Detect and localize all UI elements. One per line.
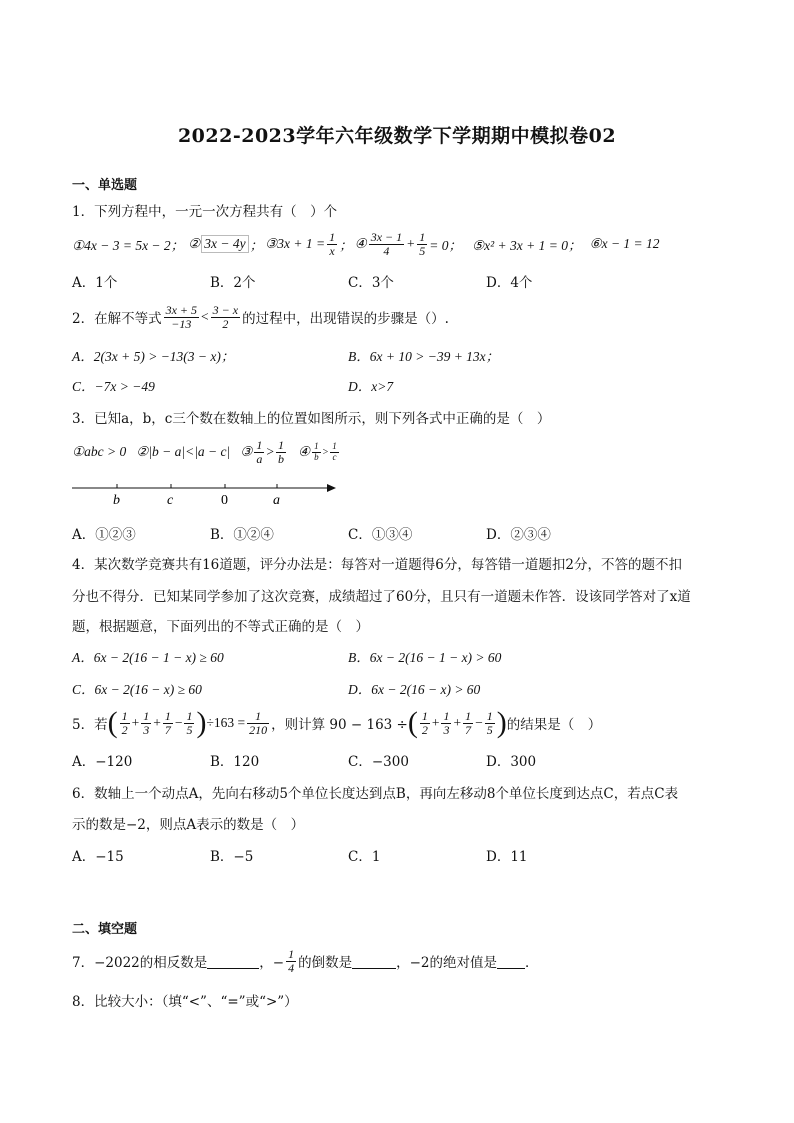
label-a: a: [273, 493, 280, 508]
label-c: c: [167, 493, 174, 508]
question-1-equations: [72, 228, 660, 260]
section-heading-single-choice: 一、单选题: [72, 178, 138, 193]
fraction-half: [120, 710, 130, 736]
fraction-denominator: 2: [121, 722, 128, 737]
question-3-statements: [72, 434, 341, 470]
plus-sign: +: [431, 715, 440, 730]
fraction-result: [247, 710, 269, 736]
equation-1: ①4x − 3 = 5x − 2；: [72, 238, 185, 253]
statement-1: ①abc > 0: [72, 444, 127, 459]
equation-2-marker: ②: [188, 236, 201, 251]
fraction-numerator: 3 − x: [212, 302, 239, 317]
question-3-option-d[interactable]: D．②③④: [486, 527, 551, 543]
fraction-third: [441, 710, 451, 736]
number-line-figure: [70, 478, 342, 508]
question-3-option-b[interactable]: B．①②④: [210, 527, 274, 543]
divide-expression: ÷163 =: [206, 715, 246, 730]
question-2-fraction-right: [211, 304, 240, 330]
question-5-stem: [72, 703, 601, 743]
fraction-denominator: 5: [186, 722, 193, 737]
question-7-part-c: 的倒数是: [298, 955, 353, 971]
fraction-numerator: 1: [247, 710, 269, 724]
section-heading-fill-in: 二、填空题: [72, 922, 138, 937]
label-b: b: [113, 493, 120, 508]
fraction-seventh: [463, 710, 473, 736]
question-7-part-e: ．: [524, 955, 539, 971]
fraction-denominator: x: [329, 243, 335, 258]
question-1-stem: 1．下列方程中，一元一次方程共有（ ）个: [72, 204, 338, 220]
statement-4-fraction-left: [312, 442, 321, 462]
open-paren: (: [407, 706, 418, 739]
fraction-denominator: b: [314, 451, 319, 462]
question-5-mid: ，则计算 90 − 163 ÷: [271, 717, 408, 733]
fraction-numerator: 3x − 1: [370, 229, 403, 244]
fraction-denominator: 5: [486, 722, 493, 737]
question-4-option-a[interactable]: A．6x − 2(16 − 1 − x) ≥ 60: [72, 650, 224, 665]
minus-sign: −: [475, 715, 483, 730]
fraction-denominator: 3: [443, 722, 450, 737]
equation-4-plus: +: [406, 236, 416, 251]
question-4-option-d[interactable]: D．6x − 2(16 − x) > 60: [348, 682, 481, 697]
fraction-denominator: 4: [383, 243, 390, 258]
minus-sign: −: [174, 715, 183, 730]
fraction-fifth: [184, 710, 194, 736]
question-2-lead: 2．在解不等式: [72, 311, 162, 327]
fraction-half: [420, 710, 430, 736]
fraction-numerator: 1: [486, 708, 493, 723]
question-2-stem: [72, 300, 449, 334]
question-4-option-c[interactable]: C．6x − 2(16 − x) ≥ 60: [72, 682, 202, 697]
question-6-line-2: 示的数是−2，则点A表示的数是（ ）: [72, 817, 305, 833]
fraction-numerator: 1: [421, 708, 428, 723]
fraction-denominator: b: [277, 451, 284, 466]
question-6-option-d[interactable]: D．11: [486, 849, 528, 865]
question-4-line-2: 分也不得分．已知某同学参加了这次竞赛，成绩超过了60分，且只有一道题未作答．设该同学答对了x道: [72, 589, 691, 605]
equation-3-fraction: [327, 231, 337, 257]
statement-3-fraction-left: [254, 439, 264, 465]
fraction-denominator: 7: [465, 722, 472, 737]
equation-3-lhs: ③3x + 1 =: [265, 236, 326, 251]
equation-4-fraction-1: [369, 231, 404, 257]
fraction-numerator: 1: [143, 708, 150, 723]
question-2-option-d[interactable]: D．x>7: [348, 379, 394, 394]
question-2-tail: 的过程中，出现错误的步骤是（）.: [242, 311, 449, 327]
equation-3-sep: ；: [339, 238, 353, 253]
question-8-stem: 8．比较大小：（填“<”、“=”或“>”）: [72, 994, 298, 1010]
question-5-option-a[interactable]: A．−120: [72, 754, 133, 770]
page-title: 2022-2023学年六年级数学下学期期中模拟卷02: [177, 125, 617, 147]
statement-3-fraction-right: [276, 439, 286, 465]
question-5-option-b[interactable]: B．120: [210, 754, 260, 770]
answer-blank-2[interactable]: [352, 954, 396, 969]
label-zero: 0: [221, 493, 228, 508]
question-5-lead: 5．若: [72, 717, 108, 733]
fraction-denominator: 210: [249, 722, 268, 737]
question-7-part-b: ，−: [259, 955, 285, 971]
question-7-part-a: 7．−2022的相反数是: [72, 955, 208, 971]
question-7-fraction: [286, 948, 296, 974]
question-1-option-c[interactable]: C．3个: [348, 275, 394, 291]
question-2-option-c[interactable]: C．−7x > −49: [72, 379, 155, 394]
question-5-option-d[interactable]: D．300: [486, 754, 537, 770]
plus-sign: +: [453, 715, 462, 730]
fraction-numerator: 1: [332, 441, 337, 452]
equation-4-rhs: = 0；: [429, 238, 462, 253]
fraction-numerator: 1: [277, 437, 284, 452]
question-3-option-c[interactable]: C．①③④: [348, 527, 413, 543]
plus-sign: +: [153, 715, 161, 730]
question-6-option-b[interactable]: B．−5: [210, 849, 254, 865]
fraction-denominator: 4: [288, 960, 295, 975]
question-4-line-3: 题，根据题意，下面列出的不等式正确的是（ ）: [72, 619, 369, 635]
fraction-denominator: −13: [171, 316, 192, 331]
answer-blank-3[interactable]: [497, 954, 525, 969]
equation-2-sep: ；: [249, 238, 264, 253]
question-5-tail: 的结果是（ ）: [506, 717, 602, 733]
plus-sign: +: [131, 715, 140, 730]
statement-4-gt: >: [322, 446, 329, 458]
fraction-denominator: 5: [419, 243, 426, 258]
fraction-denominator: 2: [222, 316, 229, 331]
fraction-numerator: 1: [465, 708, 472, 723]
question-3-option-a[interactable]: A．①②③: [72, 527, 136, 543]
fraction-numerator: 1: [121, 708, 128, 723]
question-7-part-d: ，−2的绝对值是: [396, 955, 497, 971]
statement-2: ②|b − a|<|a − c|: [136, 444, 231, 459]
fraction-numerator: 1: [329, 229, 336, 244]
fraction-seventh: [163, 710, 173, 736]
fraction-numerator: 1: [164, 708, 171, 723]
question-2-less-than: <: [201, 309, 209, 324]
question-1-option-d[interactable]: D．4个: [486, 275, 533, 291]
equation-5: ⑤x² + 3x + 1 = 0；: [472, 238, 582, 253]
open-paren: (: [107, 706, 118, 739]
statement-3-marker: ③: [240, 444, 253, 459]
fraction-denominator: a: [256, 451, 263, 466]
statement-3-gt: >: [266, 444, 274, 459]
fraction-numerator: 1: [186, 708, 193, 723]
question-1-option-a[interactable]: A．1个: [72, 275, 118, 291]
fraction-denominator: c: [332, 451, 337, 462]
fraction-third: [141, 710, 151, 736]
question-6-line-1: 6．数轴上一个动点A，先向右移动5个单位长度达到点B，再向左移动8个单位长度到达点C，若点C表: [72, 786, 679, 802]
question-7: [72, 944, 538, 978]
fraction-numerator: 1: [288, 946, 295, 961]
question-6-option-a[interactable]: A．−15: [72, 849, 124, 865]
fraction-numerator: 1: [419, 229, 426, 244]
answer-blank-1[interactable]: [207, 954, 259, 969]
fraction-denominator: 7: [164, 722, 171, 737]
fraction-numerator: 1: [256, 437, 263, 452]
question-4-line-1: 4．某次数学竞赛共有16道题，评分办法是：每答对一道题得6分，每答错一道题扣2分，不答的题不扣: [72, 557, 682, 573]
question-2-option-b[interactable]: B．6x + 10 > −39 + 13x；: [348, 349, 500, 364]
equation-6: ⑥x − 1 = 12: [589, 236, 660, 251]
question-1-option-b[interactable]: B．2个: [210, 275, 256, 291]
statement-4-fraction-right: [330, 442, 339, 462]
question-6-option-c[interactable]: C．1: [348, 849, 381, 865]
fraction-numerator: 1: [443, 708, 450, 723]
question-5-option-c[interactable]: C．−300: [348, 754, 409, 770]
statement-4-marker: ④: [297, 444, 311, 459]
equation-4-fraction-2: [417, 231, 427, 257]
number-line-arrow-icon: [327, 484, 336, 492]
fraction-numerator: 1: [314, 441, 319, 452]
close-paren: ): [196, 706, 207, 739]
equation-2: 3x − 4y: [201, 235, 248, 253]
fraction-fifth: [485, 710, 495, 736]
question-3-stem: 3．已知a，b，c三个数在数轴上的位置如图所示，则下列各式中正确的是（ ）: [72, 411, 551, 427]
equation-4-marker: ④: [354, 236, 367, 251]
fraction-numerator: 3x + 5: [165, 302, 198, 317]
fraction-denominator: 2: [421, 722, 428, 737]
question-4-option-b[interactable]: B．6x − 2(16 − 1 − x) > 60: [348, 650, 502, 665]
close-paren: ): [496, 706, 507, 739]
question-2-option-a[interactable]: A．2(3x + 5) > −13(3 − x)；: [72, 349, 235, 364]
fraction-denominator: 3: [143, 722, 150, 737]
question-2-fraction-left: [164, 304, 199, 330]
